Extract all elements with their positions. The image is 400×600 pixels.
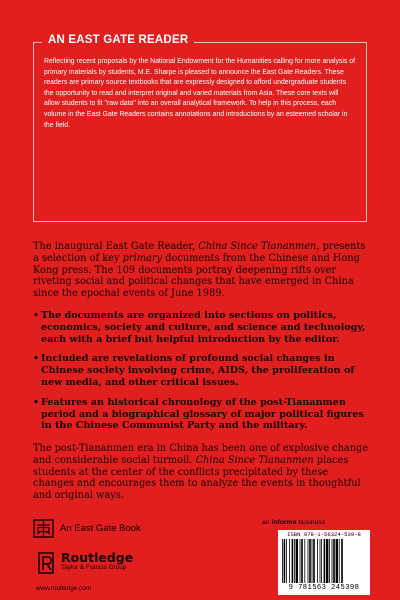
intro-text-2: , presents a selection of key <box>33 241 366 264</box>
bullet-marker: • <box>33 396 40 408</box>
barcode-bar <box>317 539 318 583</box>
feature-text: Included are revelations of profound social changes in Chinese society involving crime, AIDS, the proliferation of new media, and other critical issues. <box>41 353 355 388</box>
intro-book-title: China Since Tiananmen <box>198 241 317 252</box>
publisher-group: Taylor & Francis Group <box>61 564 127 571</box>
series-info-box <box>33 34 367 222</box>
informa-prefix: an <box>262 519 272 526</box>
east-gate-imprint <box>33 519 141 538</box>
feature-list <box>33 310 369 440</box>
barcode-bar <box>313 539 315 583</box>
barcode-bar <box>326 539 328 583</box>
barcode-bar <box>341 539 343 583</box>
publisher-block <box>36 551 133 575</box>
feature-item <box>33 397 369 432</box>
feature-item <box>33 353 369 388</box>
series-title: AN EAST GATE READER <box>42 34 194 46</box>
closing-text-1: The post-Tiananmen era in China has been one of explosive change and considerable social turmoil. <box>33 443 369 466</box>
barcode-bar <box>336 539 338 583</box>
intro-paragraph <box>33 241 369 300</box>
bullet-marker: • <box>33 310 40 321</box>
closing-paragraph <box>33 443 369 502</box>
east-gate-label: An East Gate Book <box>60 523 141 534</box>
publisher-url[interactable]: www.routledge.com <box>36 585 91 592</box>
barcode-panel <box>278 530 370 595</box>
barcode-bar <box>282 539 283 583</box>
barcode-bar <box>292 539 294 583</box>
bullet-marker: • <box>33 353 40 365</box>
feature-item <box>33 310 369 345</box>
barcode-bar <box>286 539 287 583</box>
barcode-bar <box>304 539 305 583</box>
barcode-bar <box>329 539 330 583</box>
feature-text: The documents are organized into sections on politics, economics, society and culture, and science and technology, each with a brief but helpful introduction by the editor. <box>41 310 366 345</box>
series-description: Reflecting recent proposals by the National Endowment for the Humanities calling for more analysis of primary materials by students, M.E. Sharpe is pleased to announce the East Gate Readers. These readers are primary source textbooks that are expressly designed to afford undergraduate students the opportunity to read and interpret original and varied materials from Asia. These core texts will allow students to fit "raw data" into an overall analytical framework. To help in this process, each volume in the East Gate Readers contains annotations and introductions by an esteemed scholar in the field. <box>44 58 356 129</box>
isbn-label: ISBN 978-1-56324-539-8 <box>287 531 361 538</box>
barcode-bar <box>301 539 303 583</box>
informa-suffix: business <box>296 519 326 526</box>
barcode-bar <box>308 539 309 583</box>
barcode-bar <box>294 539 295 583</box>
barcode-bar <box>332 539 333 583</box>
barcode-bar <box>312 539 313 583</box>
barcode-bar <box>300 539 301 583</box>
east-gate-logo-icon <box>33 519 54 538</box>
publisher-name: Routledge <box>61 550 134 565</box>
barcode-icon <box>281 539 367 584</box>
barcode-bar <box>296 539 298 583</box>
closing-text-2: places students at the center of the conflicts precipitated by these changes and encourages them to analyze the events in thoughtful and original ways. <box>33 454 361 502</box>
barcode-bar <box>324 539 326 583</box>
barcode-bar <box>289 539 290 583</box>
routledge-logo-icon <box>36 551 56 575</box>
barcode-number: 9 781563 245398 <box>288 584 360 592</box>
informa-brand: informa <box>271 519 297 526</box>
barcode-bar <box>320 539 321 583</box>
barcode-bar <box>333 539 335 583</box>
barcode-bar <box>339 539 340 583</box>
intro-emphasis: primary <box>122 252 163 264</box>
barcode-bar <box>284 539 286 583</box>
feature-text: Features an historical chronology of the post-Tiananmen period and a biographical glossary of major political figures in the Chinese Communist Party and the military. <box>41 396 364 432</box>
intro-text-1: The inaugural East Gate Reader, <box>33 241 199 252</box>
closing-book-title: China Since Tiananmen <box>195 454 314 466</box>
intro-text-3: documents from the Chinese and Hong Kong press. The 109 documents portray deepening rifts over riveting social and political changes that have emerged in China since the epochal events of June 1989. <box>33 252 360 300</box>
informa-tagline <box>262 519 325 526</box>
barcode-bar <box>309 539 311 583</box>
barcode-bar <box>321 539 322 583</box>
